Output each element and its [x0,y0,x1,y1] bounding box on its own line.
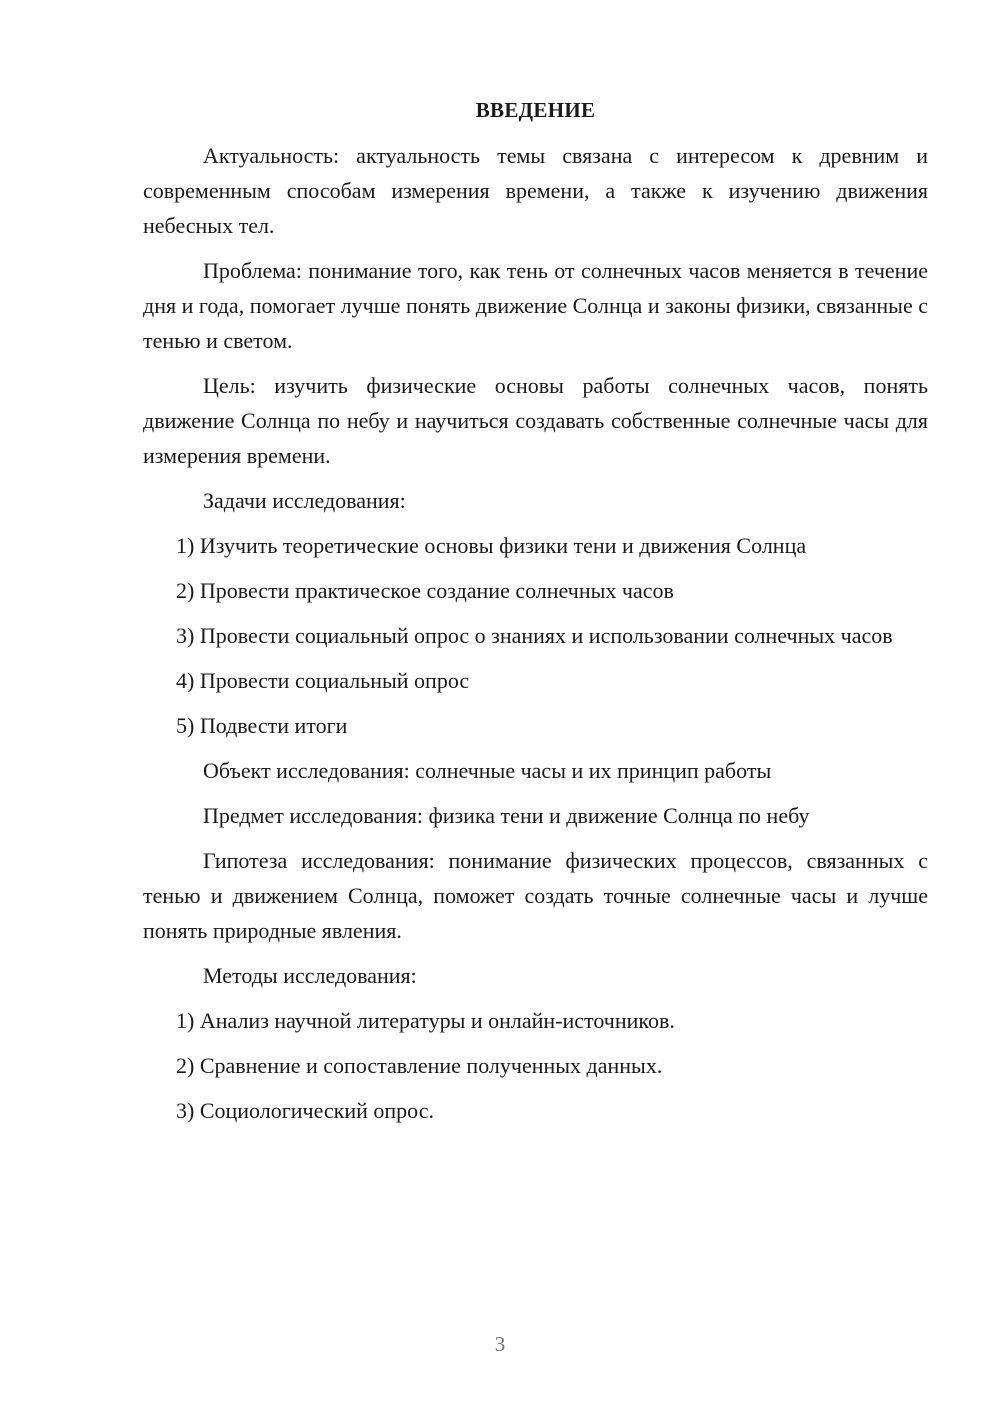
methods-heading: Методы исследования: [203,963,417,988]
goal-paragraph: Цель: изучить физические основы работы солнечных часов, понять движение Солнца по небу и научиться создавать собственные солнечные часы для измерения времени. [143,373,928,468]
task-item: 2) Провести практическое создание солнечных часов [176,578,674,603]
page-number: 3 [494,1332,506,1356]
method-item: 1) Анализ научной литературы и онлайн-источников. [176,1008,675,1033]
task-item: 5) Подвести итоги [176,713,348,738]
document-page [143,92,928,1138]
hypothesis-paragraph: Гипотеза исследования: понимание физических процессов, связанных с тенью и движением Солнца, поможет создать точные солнечные часы и лучше понять природные явления. [143,848,928,943]
task-item: 4) Провести социальный опрос [176,668,470,693]
relevance-paragraph: Актуальность: актуальность темы связана с интересом к древним и современным способам измерения времени, а также к изучению движения небесных тел. [143,143,928,238]
object-paragraph: Объект исследования: солнечные часы и их принцип работы [203,758,772,783]
section-title: ВВЕДЕНИЕ [475,98,596,122]
task-item: 1) Изучить теоретические основы физики тени и движения Солнца [176,533,807,558]
problem-paragraph: Проблема: понимание того, как тень от солнечных часов меняется в течение дня и года, помогает лучше понять движение Солнца и законы физики, связанные с тенью и светом. [143,258,928,353]
method-item: 2) Сравнение и сопоставление полученных данных. [176,1053,663,1078]
method-item: 3) Социологический опрос. [176,1098,434,1123]
tasks-heading: Задачи исследования: [203,488,406,513]
subject-paragraph: Предмет исследования: физика тени и движение Солнца по небу [203,803,810,828]
task-item: 3) Провести социальный опрос о знаниях и использовании солнечных часов [176,623,893,648]
